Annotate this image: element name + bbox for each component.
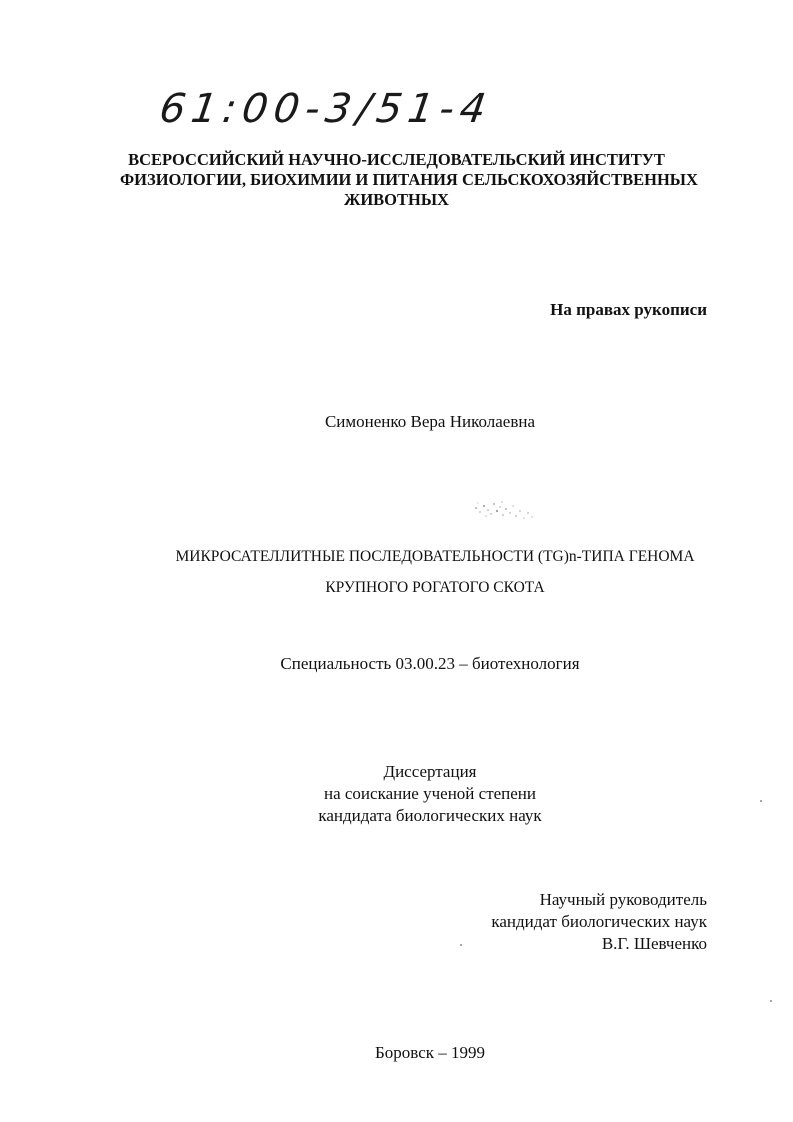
degree-line-3: кандидата биологических наук	[318, 806, 542, 825]
author-name: Симоненко Вера Николаевна	[324, 412, 536, 431]
institute-name	[120, 150, 698, 210]
scan-speck	[460, 944, 462, 946]
handwritten-catalog-code: 61:00-3/51-4	[156, 86, 495, 132]
institute-line-1: ВСЕРОССИЙСКИЙ НАУЧНО-ИССЛЕДОВАТЕЛЬСКИЙ ИНСТИТУТ	[128, 150, 665, 169]
supervisor-role: Научный руководитель	[539, 890, 707, 909]
degree-statement	[0, 761, 793, 827]
degree-line-1: Диссертация	[383, 762, 477, 781]
title-line-1: МИКРОСАТЕЛЛИТНЫЕ ПОСЛЕДОВАТЕЛЬНОСТИ (TG)n-ТИПА ГЕНОМА	[175, 548, 695, 565]
supervisor-block	[491, 889, 707, 955]
supervisor-degree: кандидат биологических наук	[491, 912, 707, 931]
dissertation-title	[150, 541, 720, 603]
institute-line-3: ЖИВОТНЫХ	[344, 190, 449, 209]
title-line-2: КРУПНОГО РОГАТОГО СКОТА	[325, 579, 545, 596]
place-and-year: Боровск – 1999	[375, 1043, 485, 1062]
scan-speck	[760, 800, 762, 802]
supervisor-name: В.Г. Шевченко	[601, 934, 707, 953]
scan-speck	[770, 1000, 772, 1002]
scan-smudge	[466, 494, 546, 528]
rights-note: На правах рукописи	[550, 300, 707, 319]
degree-line-2: на соискание ученой степени	[323, 784, 537, 803]
institute-line-2: ФИЗИОЛОГИИ, БИОХИМИИ И ПИТАНИЯ СЕЛЬСКОХОЗЯЙСТВЕННЫХ	[120, 170, 698, 189]
specialty: Специальность 03.00.23 – биотехнология	[280, 654, 580, 673]
